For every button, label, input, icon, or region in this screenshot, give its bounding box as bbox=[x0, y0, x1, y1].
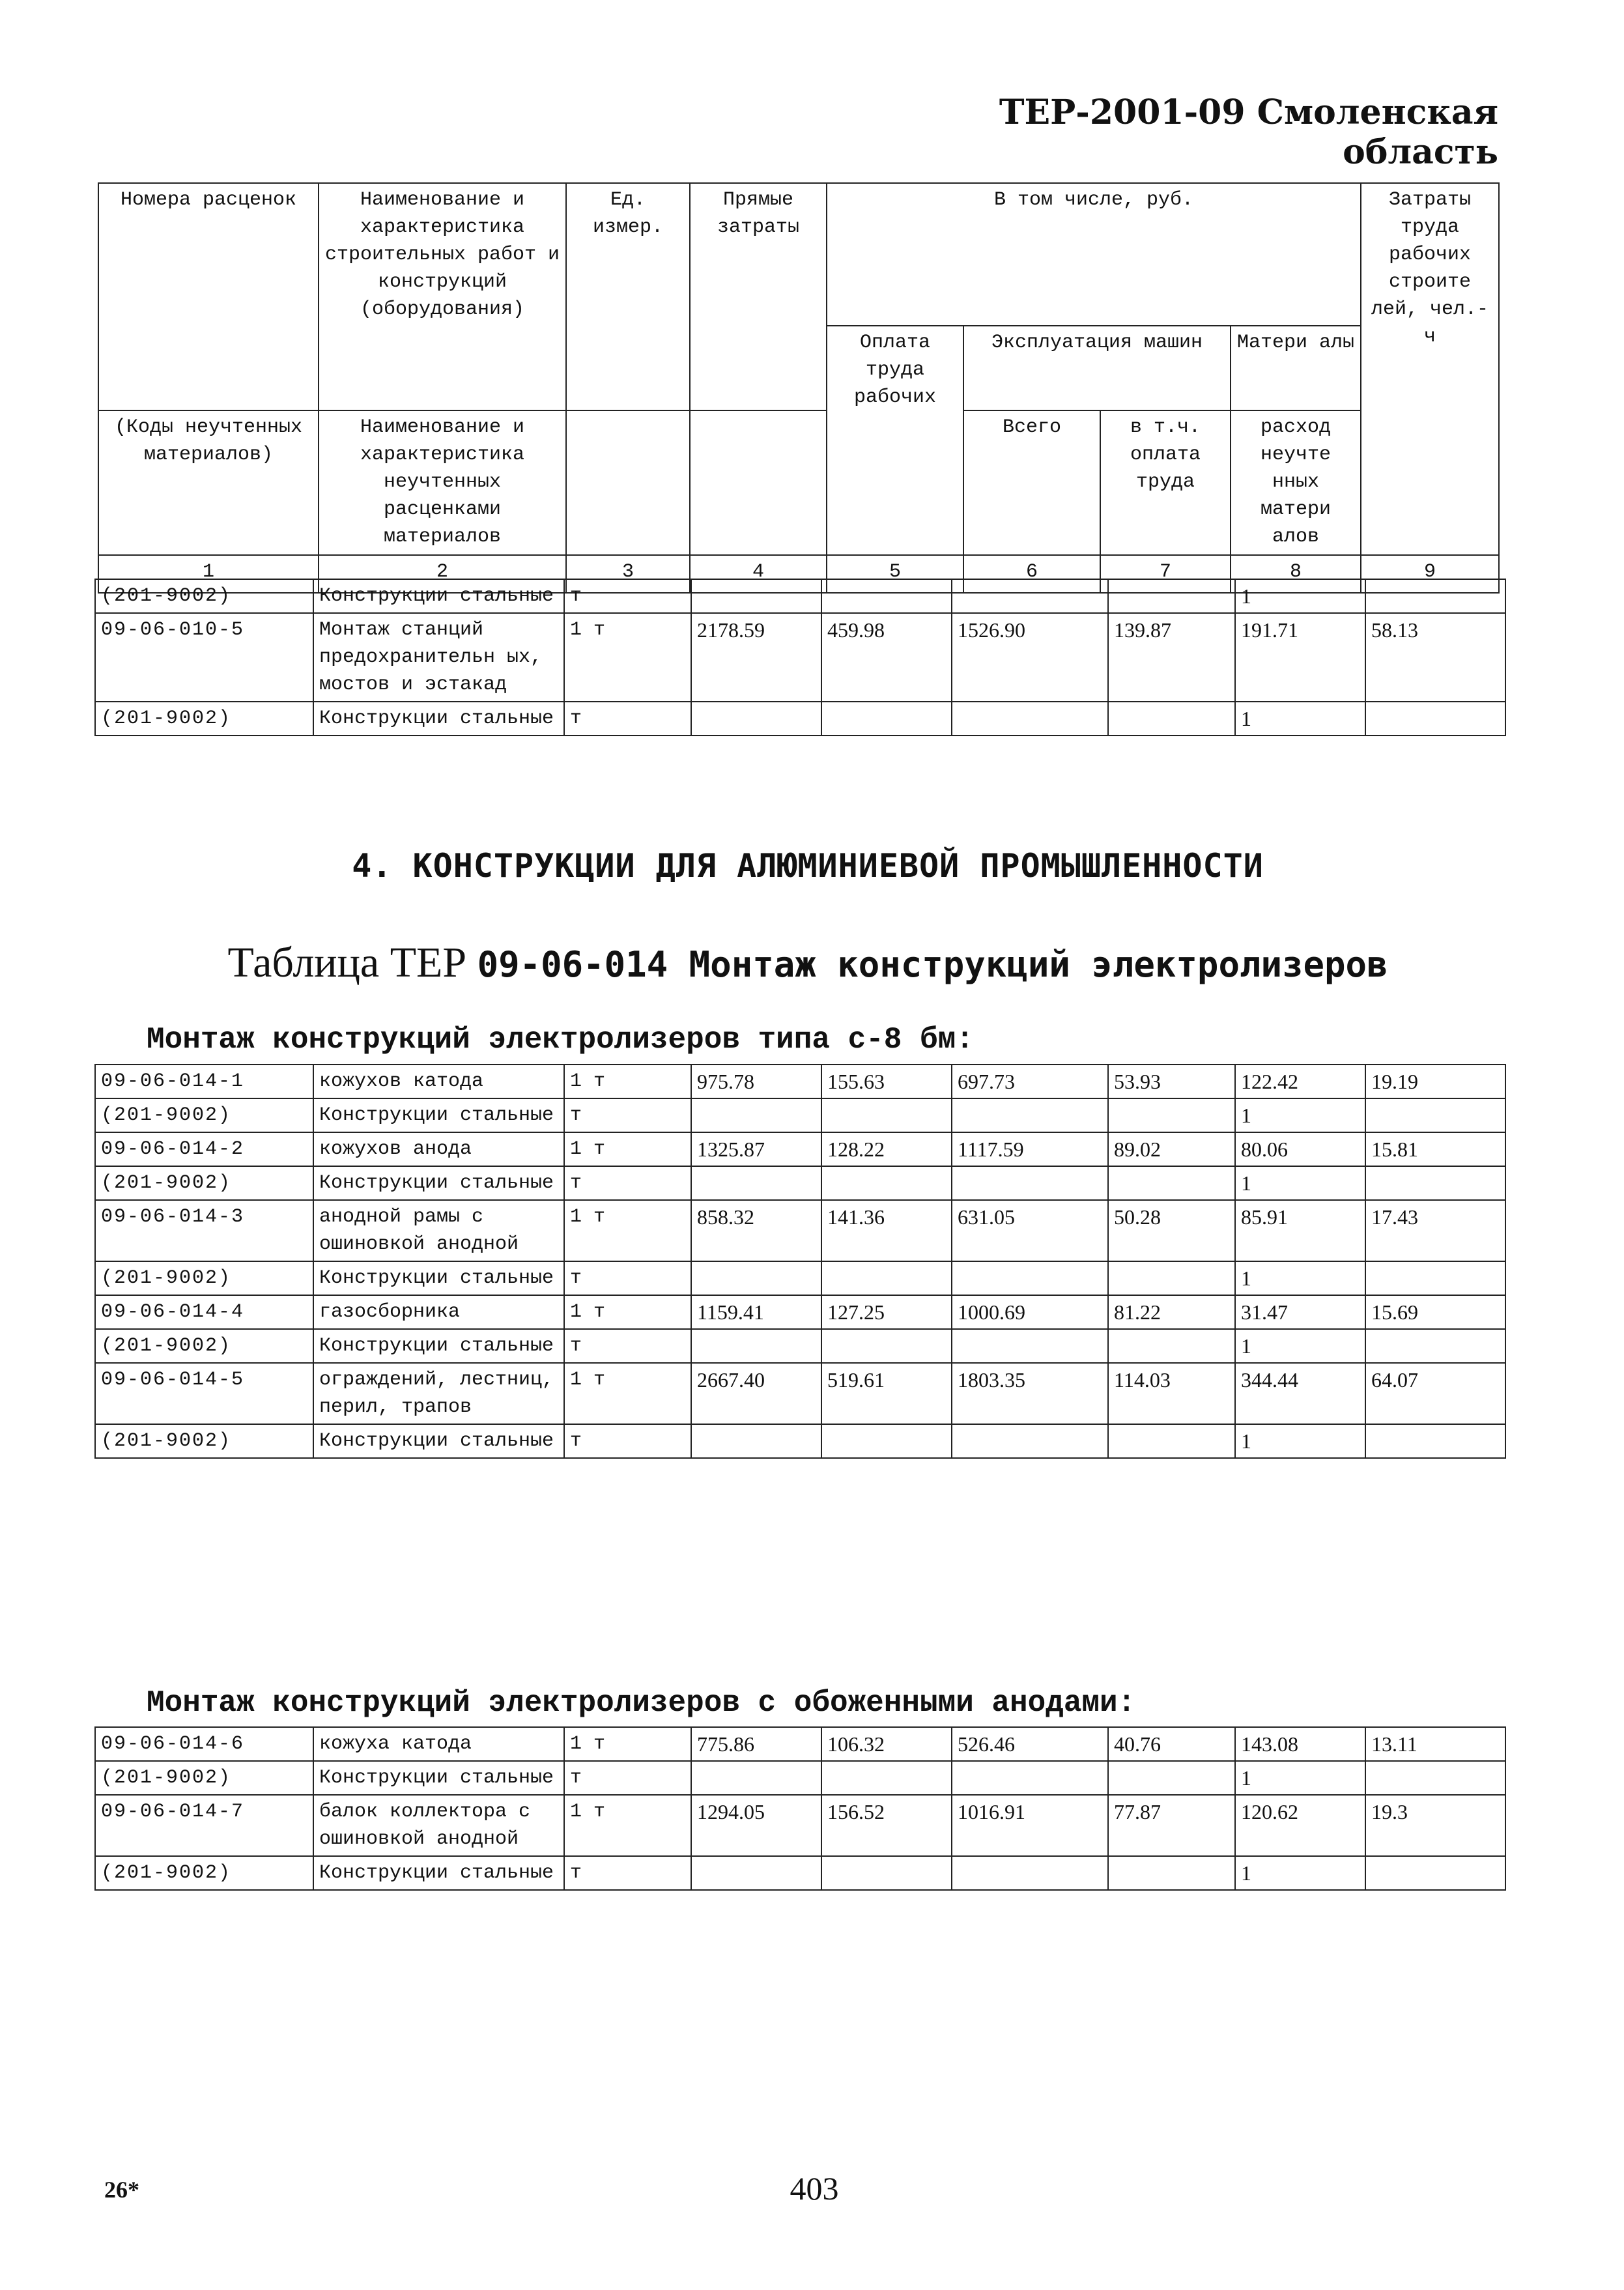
cell-materials: 143.08 bbox=[1235, 1727, 1365, 1761]
subsection-2-table bbox=[94, 1726, 1506, 1891]
header-unit: Ед. измер. bbox=[566, 183, 690, 410]
cell-rate-code: (201-9002) bbox=[95, 1166, 313, 1200]
column-number: 5 bbox=[827, 555, 963, 593]
cell-machines-total: 631.05 bbox=[952, 1200, 1108, 1261]
cell-machines-labor: 81.22 bbox=[1108, 1295, 1235, 1329]
cell-machines-labor bbox=[1108, 1166, 1235, 1200]
cell-materials: 85.91 bbox=[1235, 1200, 1365, 1261]
cell-labor-hours: 19.19 bbox=[1365, 1065, 1505, 1098]
footer-signature-mark: 26* bbox=[104, 2177, 139, 2203]
page-number: 403 bbox=[790, 2170, 839, 2207]
material-row bbox=[95, 579, 1505, 613]
cell-worker-pay bbox=[821, 702, 952, 736]
cell-rate-code: 09-06-010-5 bbox=[95, 613, 313, 702]
table-title-prefix: Таблица ТЕР bbox=[227, 939, 467, 986]
cell-worker-pay: 459.98 bbox=[821, 613, 952, 702]
cell-worker-pay: 141.36 bbox=[821, 1200, 952, 1261]
material-row bbox=[95, 1261, 1505, 1295]
cell-unit: т bbox=[564, 579, 691, 613]
section-title: 4. КОНСТРУКЦИИ ДЛЯ АЛЮМИНИЕВОЙ ПРОМЫШЛЕННОСТИ bbox=[352, 847, 1264, 885]
cell-unit: т bbox=[564, 1424, 691, 1458]
cell-machines-total bbox=[952, 1761, 1108, 1795]
cell-labor-hours bbox=[1365, 1424, 1505, 1458]
cell-materials: 1 bbox=[1235, 702, 1365, 736]
cell-direct-costs: 975.78 bbox=[691, 1065, 821, 1098]
cell-machines-total: 526.46 bbox=[952, 1727, 1108, 1761]
cell-labor-hours: 15.69 bbox=[1365, 1295, 1505, 1329]
cell-machines-labor: 40.76 bbox=[1108, 1727, 1235, 1761]
column-header-table bbox=[98, 182, 1500, 594]
cell-item-name: кожуха катода bbox=[313, 1727, 564, 1761]
cell-machines-total bbox=[952, 1166, 1108, 1200]
cell-labor-hours bbox=[1365, 1166, 1505, 1200]
cell-rate-code: 09-06-014-7 bbox=[95, 1795, 313, 1856]
cell-labor-hours: 64.07 bbox=[1365, 1363, 1505, 1424]
cell-materials: 1 bbox=[1235, 1261, 1365, 1295]
cell-labor-hours bbox=[1365, 1261, 1505, 1295]
cell-materials: 31.47 bbox=[1235, 1295, 1365, 1329]
cell-direct-costs bbox=[691, 1261, 821, 1295]
cell-labor-hours bbox=[1365, 1098, 1505, 1132]
cell-worker-pay bbox=[821, 1261, 952, 1295]
cell-item-name: Конструкции стальные bbox=[313, 1098, 564, 1132]
cell-rate-code: (201-9002) bbox=[95, 1329, 313, 1363]
cell-machines-labor bbox=[1108, 1261, 1235, 1295]
cell-rate-code: (201-9002) bbox=[95, 1261, 313, 1295]
header-work-name: Наименование и характеристика строительных работ и конструкций (оборудования) bbox=[319, 183, 566, 326]
cell-materials: 1 bbox=[1235, 1424, 1365, 1458]
table-title-rest: 09-06-014 Монтаж конструкций электролизеров bbox=[477, 944, 1388, 985]
cell-direct-costs: 1325.87 bbox=[691, 1132, 821, 1166]
cell-machines-labor bbox=[1108, 1856, 1235, 1890]
cell-rate-code: (201-9002) bbox=[95, 1761, 313, 1795]
document-header-title: ТЕР-2001-09 Смоленская область bbox=[999, 93, 1498, 172]
column-number: 3 bbox=[566, 555, 690, 593]
cell-labor-hours bbox=[1365, 1856, 1505, 1890]
cell-machines-total bbox=[952, 702, 1108, 736]
column-number: 2 bbox=[319, 555, 566, 593]
header-material-names: Наименование и характеристика неучтенных расценками материалов bbox=[319, 410, 566, 555]
cell-labor-hours: 58.13 bbox=[1365, 613, 1505, 702]
cell-materials: 191.71 bbox=[1235, 613, 1365, 702]
header-materials: Матери алы bbox=[1231, 326, 1361, 410]
cell-materials: 1 bbox=[1235, 1856, 1365, 1890]
cell-item-name: Конструкции стальные bbox=[313, 702, 564, 736]
cell-item-name: кожухов катода bbox=[313, 1065, 564, 1098]
header-worker-pay: Оплата труда рабочих bbox=[827, 326, 963, 555]
material-row bbox=[95, 702, 1505, 736]
cell-machines-labor bbox=[1108, 1761, 1235, 1795]
header-material-codes: (Коды неучтенных материалов) bbox=[98, 410, 319, 555]
cell-labor-hours: 13.11 bbox=[1365, 1727, 1505, 1761]
cell-unit: т bbox=[564, 1329, 691, 1363]
cell-direct-costs: 1159.41 bbox=[691, 1295, 821, 1329]
cell-labor-hours bbox=[1365, 1329, 1505, 1363]
cell-rate-code: 09-06-014-4 bbox=[95, 1295, 313, 1329]
column-number: 8 bbox=[1231, 555, 1361, 593]
rate-row bbox=[95, 1727, 1505, 1761]
cell-item-name: Конструкции стальные bbox=[313, 1761, 564, 1795]
cell-direct-costs bbox=[691, 1761, 821, 1795]
cell-direct-costs: 1294.05 bbox=[691, 1795, 821, 1856]
cell-direct-costs bbox=[691, 1098, 821, 1132]
column-number: 4 bbox=[690, 555, 827, 593]
cell-rate-code: 09-06-014-1 bbox=[95, 1065, 313, 1098]
column-number: 1 bbox=[98, 555, 319, 593]
cell-worker-pay: 155.63 bbox=[821, 1065, 952, 1098]
cell-worker-pay: 519.61 bbox=[821, 1363, 952, 1424]
cell-rate-code: (201-9002) bbox=[95, 702, 313, 736]
cell-machines-total: 1803.35 bbox=[952, 1363, 1108, 1424]
cell-item-name: балок коллектора с ошиновкой анодной bbox=[313, 1795, 564, 1856]
cell-unit: т bbox=[564, 1166, 691, 1200]
cell-materials: 122.42 bbox=[1235, 1065, 1365, 1098]
cell-unit: т bbox=[564, 1098, 691, 1132]
material-row bbox=[95, 1098, 1505, 1132]
cell-machines-total: 1000.69 bbox=[952, 1295, 1108, 1329]
cell-materials: 80.06 bbox=[1235, 1132, 1365, 1166]
header-material-consumption: расход неучте нных матери алов bbox=[1231, 410, 1361, 555]
cell-item-name: кожухов анода bbox=[313, 1132, 564, 1166]
cell-materials: 1 bbox=[1235, 579, 1365, 613]
cell-worker-pay bbox=[821, 579, 952, 613]
cell-unit: т bbox=[564, 1761, 691, 1795]
cell-machines-total: 1016.91 bbox=[952, 1795, 1108, 1856]
cell-machines-labor: 50.28 bbox=[1108, 1200, 1235, 1261]
cell-machines-labor bbox=[1108, 702, 1235, 736]
cell-machines-labor bbox=[1108, 1329, 1235, 1363]
subsection-1-title: Монтаж конструкций электролизеров типа с-8 бм: bbox=[147, 1023, 974, 1057]
cell-machines-labor bbox=[1108, 579, 1235, 613]
cell-materials: 1 bbox=[1235, 1329, 1365, 1363]
cell-direct-costs bbox=[691, 1329, 821, 1363]
header-labor-hours: Затраты труда рабочих строите лей, чел.-ч bbox=[1361, 183, 1499, 555]
cell-rate-code: 09-06-014-6 bbox=[95, 1727, 313, 1761]
cell-unit: 1 т bbox=[564, 1295, 691, 1329]
cell-worker-pay: 128.22 bbox=[821, 1132, 952, 1166]
cell-direct-costs bbox=[691, 1166, 821, 1200]
cell-item-name: Конструкции стальные bbox=[313, 579, 564, 613]
cell-rate-code: (201-9002) bbox=[95, 1098, 313, 1132]
rate-row bbox=[95, 1363, 1505, 1424]
cell-unit: 1 т bbox=[564, 613, 691, 702]
cell-worker-pay bbox=[821, 1329, 952, 1363]
cell-rate-code: (201-9002) bbox=[95, 1424, 313, 1458]
cell-direct-costs: 858.32 bbox=[691, 1200, 821, 1261]
cell-machines-total: 697.73 bbox=[952, 1065, 1108, 1098]
cell-direct-costs: 2667.40 bbox=[691, 1363, 821, 1424]
subsection-1-table bbox=[94, 1064, 1506, 1459]
cell-rate-code: (201-9002) bbox=[95, 579, 313, 613]
cell-machines-labor: 77.87 bbox=[1108, 1795, 1235, 1856]
subsection-2-title: Монтаж конструкций электролизеров с обоженными анодами: bbox=[147, 1686, 1136, 1720]
cell-machines-total bbox=[952, 1329, 1108, 1363]
cell-unit: 1 т bbox=[564, 1363, 691, 1424]
rate-row bbox=[95, 1795, 1505, 1856]
cell-unit: т bbox=[564, 702, 691, 736]
cell-item-name: Конструкции стальные bbox=[313, 1329, 564, 1363]
cell-worker-pay bbox=[821, 1098, 952, 1132]
material-row bbox=[95, 1166, 1505, 1200]
continuation-table bbox=[94, 579, 1506, 736]
cell-machines-total: 1526.90 bbox=[952, 613, 1108, 702]
material-row bbox=[95, 1856, 1505, 1890]
cell-direct-costs bbox=[691, 1424, 821, 1458]
cell-labor-hours: 15.81 bbox=[1365, 1132, 1505, 1166]
cell-materials: 120.62 bbox=[1235, 1795, 1365, 1856]
cell-item-name: ограждений, лестниц, перил, трапов bbox=[313, 1363, 564, 1424]
cell-direct-costs bbox=[691, 579, 821, 613]
column-number: 6 bbox=[963, 555, 1100, 593]
cell-machines-labor: 139.87 bbox=[1108, 613, 1235, 702]
cell-direct-costs bbox=[691, 702, 821, 736]
cell-rate-code: 09-06-014-2 bbox=[95, 1132, 313, 1166]
cell-machines-labor: 53.93 bbox=[1108, 1065, 1235, 1098]
header-rate-number: Номера расценок bbox=[98, 183, 319, 326]
cell-machines-total bbox=[952, 1098, 1108, 1132]
header-including: В том числе, руб. bbox=[827, 183, 1361, 326]
cell-direct-costs: 2178.59 bbox=[691, 613, 821, 702]
cell-worker-pay bbox=[821, 1166, 952, 1200]
cell-worker-pay: 127.25 bbox=[821, 1295, 952, 1329]
header-machines-total: Всего bbox=[963, 410, 1100, 555]
header-machines: Эксплуатация машин bbox=[963, 326, 1231, 410]
cell-materials: 1 bbox=[1235, 1761, 1365, 1795]
cell-worker-pay bbox=[821, 1424, 952, 1458]
cell-machines-labor bbox=[1108, 1424, 1235, 1458]
cell-item-name: Монтаж станций предохранительн ых, мостов и эстакад bbox=[313, 613, 564, 702]
cell-unit: 1 т bbox=[564, 1727, 691, 1761]
rate-row bbox=[95, 1132, 1505, 1166]
cell-labor-hours bbox=[1365, 702, 1505, 736]
cell-labor-hours bbox=[1365, 579, 1505, 613]
cell-machines-labor: 114.03 bbox=[1108, 1363, 1235, 1424]
cell-materials: 1 bbox=[1235, 1098, 1365, 1132]
rate-row bbox=[95, 1065, 1505, 1098]
cell-machines-total: 1117.59 bbox=[952, 1132, 1108, 1166]
table-title bbox=[91, 938, 1524, 988]
cell-labor-hours: 19.3 bbox=[1365, 1795, 1505, 1856]
cell-worker-pay: 106.32 bbox=[821, 1727, 952, 1761]
cell-rate-code: (201-9002) bbox=[95, 1856, 313, 1890]
cell-item-name: анодной рамы с ошиновкой анодной bbox=[313, 1200, 564, 1261]
cell-unit: т bbox=[564, 1856, 691, 1890]
cell-machines-labor: 89.02 bbox=[1108, 1132, 1235, 1166]
cell-worker-pay bbox=[821, 1761, 952, 1795]
cell-machines-total bbox=[952, 579, 1108, 613]
rate-row bbox=[95, 613, 1505, 702]
cell-item-name: Конструкции стальные bbox=[313, 1424, 564, 1458]
cell-labor-hours: 17.43 bbox=[1365, 1200, 1505, 1261]
cell-item-name: Конструкции стальные bbox=[313, 1166, 564, 1200]
cell-unit: 1 т bbox=[564, 1065, 691, 1098]
column-number: 7 bbox=[1100, 555, 1231, 593]
cell-materials: 1 bbox=[1235, 1166, 1365, 1200]
cell-item-name: газосборника bbox=[313, 1295, 564, 1329]
material-row bbox=[95, 1761, 1505, 1795]
cell-direct-costs bbox=[691, 1856, 821, 1890]
cell-labor-hours bbox=[1365, 1761, 1505, 1795]
rate-row bbox=[95, 1295, 1505, 1329]
header-direct-costs: Прямые затраты bbox=[690, 183, 827, 410]
header-machines-labor: в т.ч. оплата труда bbox=[1100, 410, 1231, 555]
cell-unit: 1 т bbox=[564, 1132, 691, 1166]
cell-machines-total bbox=[952, 1261, 1108, 1295]
rate-row bbox=[95, 1200, 1505, 1261]
column-number: 9 bbox=[1361, 555, 1499, 593]
cell-unit: т bbox=[564, 1261, 691, 1295]
cell-machines-total bbox=[952, 1856, 1108, 1890]
cell-materials: 344.44 bbox=[1235, 1363, 1365, 1424]
cell-item-name: Конструкции стальные bbox=[313, 1856, 564, 1890]
cell-rate-code: 09-06-014-5 bbox=[95, 1363, 313, 1424]
cell-machines-labor bbox=[1108, 1098, 1235, 1132]
cell-machines-total bbox=[952, 1424, 1108, 1458]
material-row bbox=[95, 1329, 1505, 1363]
cell-unit: 1 т bbox=[564, 1200, 691, 1261]
cell-rate-code: 09-06-014-3 bbox=[95, 1200, 313, 1261]
cell-worker-pay: 156.52 bbox=[821, 1795, 952, 1856]
material-row bbox=[95, 1424, 1505, 1458]
cell-unit: 1 т bbox=[564, 1795, 691, 1856]
cell-item-name: Конструкции стальные bbox=[313, 1261, 564, 1295]
cell-worker-pay bbox=[821, 1856, 952, 1890]
cell-direct-costs: 775.86 bbox=[691, 1727, 821, 1761]
